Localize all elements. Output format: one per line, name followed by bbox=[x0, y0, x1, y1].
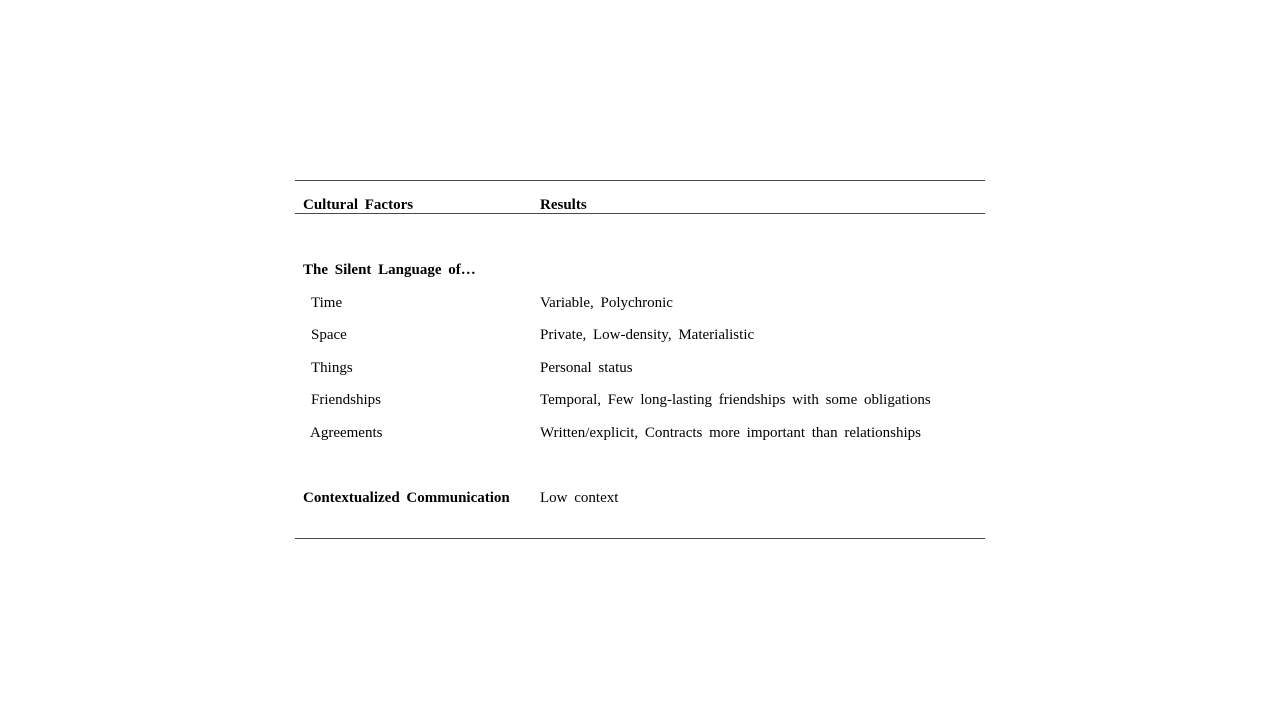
header-cultural-factors: Cultural Factors bbox=[303, 197, 414, 213]
row-result-space: Private, Low-density, Materialistic bbox=[540, 327, 755, 343]
header-results: Results bbox=[540, 197, 587, 213]
row-result-contextualized-communication: Low context bbox=[540, 490, 619, 506]
row-factor-time: Time bbox=[311, 295, 343, 311]
table-header-rule bbox=[295, 213, 985, 214]
row-result-friendships: Temporal, Few long-lasting friendships with some obligations bbox=[540, 392, 931, 408]
row-factor-contextualized-communication: Contextualized Communication bbox=[303, 490, 510, 506]
table-bottom-rule bbox=[295, 538, 985, 539]
row-result-agreements: Written/explicit, Contracts more important than relationships bbox=[540, 425, 921, 441]
row-factor-friendships: Friendships bbox=[311, 392, 382, 408]
section-title: The Silent Language of… bbox=[303, 262, 476, 278]
row-result-things: Personal status bbox=[540, 360, 633, 376]
row-factor-things: Things bbox=[311, 360, 353, 376]
row-result-time: Variable, Polychronic bbox=[540, 295, 673, 311]
row-factor-space: Space bbox=[311, 327, 347, 343]
row-factor-agreements: Agreements bbox=[310, 425, 383, 441]
table-top-rule bbox=[295, 180, 985, 181]
